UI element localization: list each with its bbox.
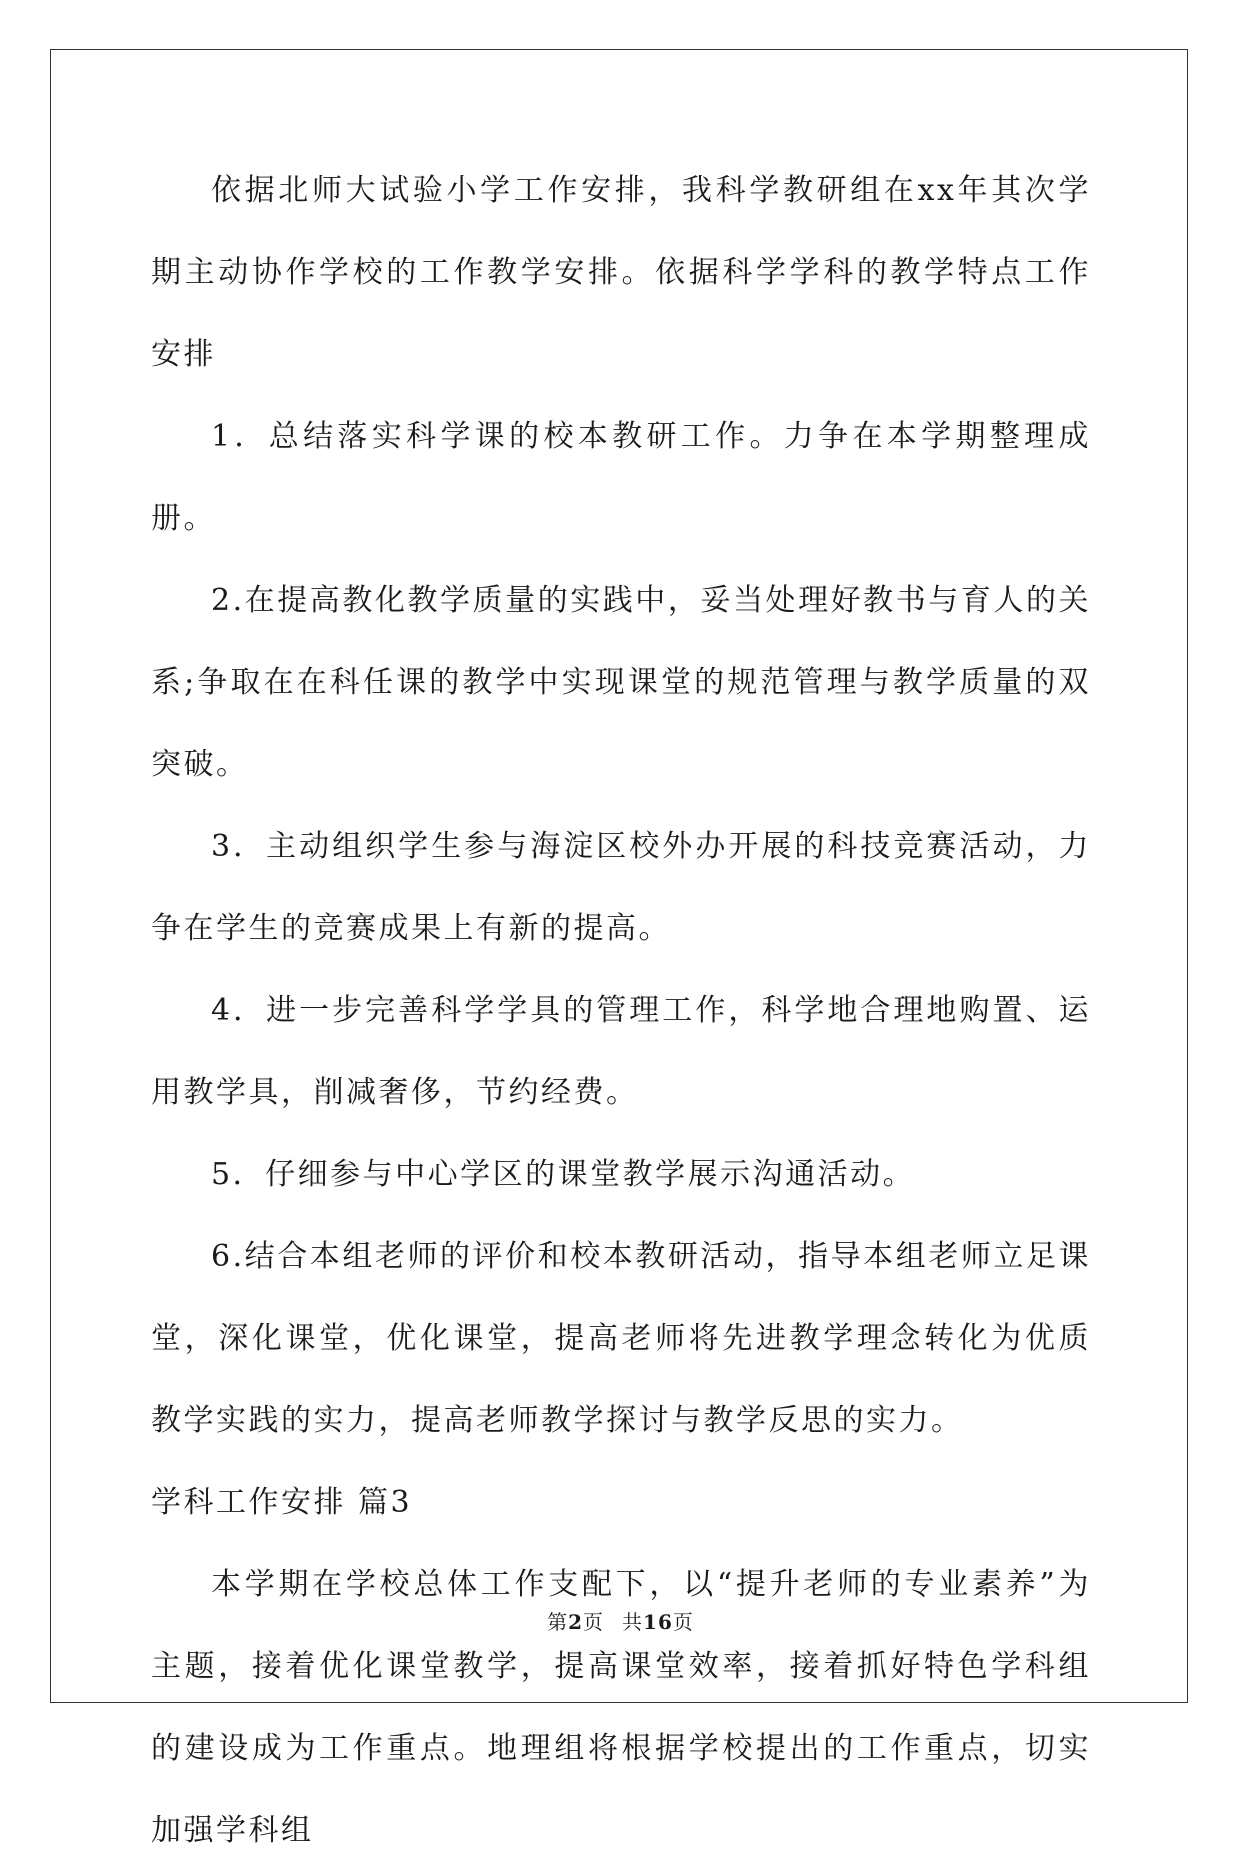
paragraph-section-3-intro: 本学期在学校总体工作支配下，以“提升老师的专业素养”为主题，接着优化课堂教学，提高课堂效率，接着抓好特色学科组的建设成为工作重点。地理组将根据学校提出的工作重点，切实加强学科组 (151, 1567, 1091, 1848)
paragraph-item-3: 3．主动组织学生参与海淀区校外办开展的科技竞赛活动，力争在学生的竞赛成果上有新的提高。 (151, 829, 1091, 946)
total-suffix: 页 (672, 1610, 694, 1634)
paragraph-item-6: 6.结合本组老师的评价和校本教研活动，指导本组老师立足课堂，深化课堂，优化课堂，提高老师将先进教学理念转化为优质教学实践的实力，提高老师教学探讨与教学反思的实力。 (151, 1239, 1091, 1438)
page-number (547, 1608, 604, 1636)
paragraph-item-4: 4．进一步完善科学学具的管理工作，科学地合理地购置、运用教学具，削减奢侈，节约经费。 (151, 993, 1091, 1110)
page-suffix: 页 (583, 1610, 605, 1634)
page-footer (0, 1608, 1241, 1636)
paragraph-intro: 依据北师大试验小学工作安排，我科学教研组在xx年其次学期主动协作学校的工作教学安排。依据科学学科的教学特点工作安排 (151, 173, 1091, 372)
page-total (622, 1608, 694, 1636)
paragraph-item-2: 2.在提高教化教学质量的实践中，妥当处理好教书与育人的关系;争取在在科任课的教学中实现课堂的规范管理与教学质量的双突破。 (151, 583, 1091, 782)
page-current: 2 (568, 1610, 584, 1634)
paragraph-item-5: 5．仔细参与中心学区的课堂教学展示沟通活动。 (211, 1157, 916, 1192)
paragraph-item-1: 1．总结落实科学课的校本教研工作。力争在本学期整理成册。 (151, 419, 1091, 536)
total-count: 16 (643, 1610, 673, 1634)
page-prefix: 第 (547, 1610, 569, 1634)
section-heading: 学科工作安排 篇3 (151, 1485, 413, 1520)
total-prefix: 共 (622, 1610, 644, 1634)
